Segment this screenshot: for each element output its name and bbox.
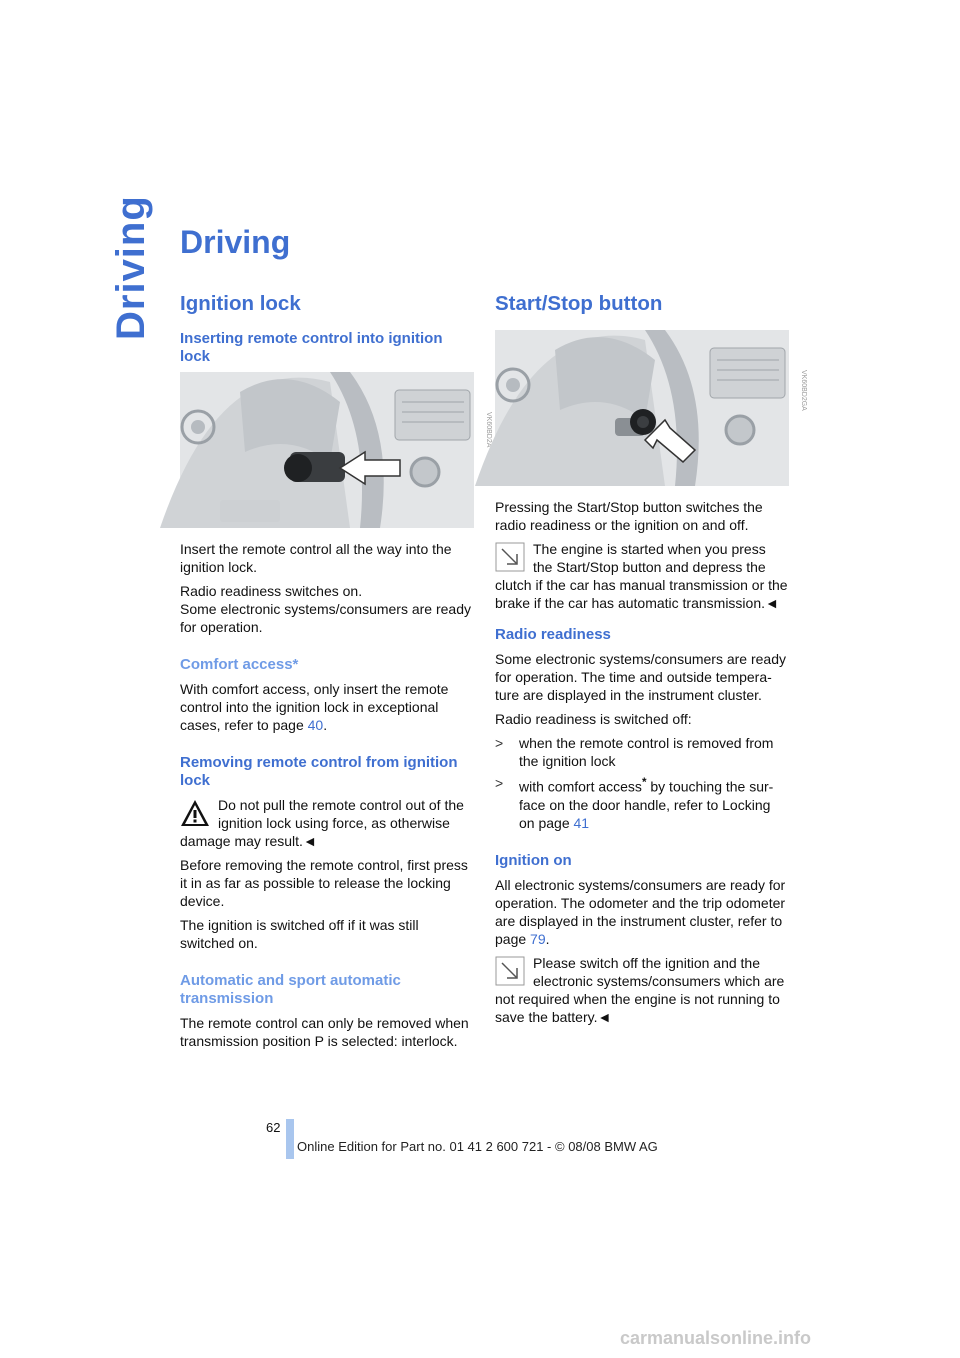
end-mark: ◄ [597,1008,612,1025]
radio-readiness-text: Radio readiness switches on. Some electronic systems/consumers are ready for operation. [180,583,471,635]
end-mark: ◄ [765,595,779,611]
heading-radio-readiness: Radio readiness [495,626,611,643]
remove-instruction: Before removing the remote control, first press it in as far as possible to release the locking device. [180,857,468,909]
figure-code: VK60BD2GA [800,370,807,411]
list-item: > with comfort access* by touching the sur-face on the door handle, refer to Locking on page 41 [495,775,774,831]
ignition-lock-illustration [180,372,474,528]
interlock-text: The remote control can only be removed when transmission position P is selected: interlock. [180,1015,469,1049]
heading-automatic-transmission: Automatic and sport automatic transmission [180,972,401,1007]
warning-triangle-icon [180,798,210,828]
ignition-on-text: All electronic systems/consumers are ready for operation. The odometer and the trip odometer are displayed in the instrument cluster, refer to page 79. [495,876,786,947]
radio-off-list [495,734,789,832]
note-arrow-icon [495,542,525,572]
ignition-off-text: The ignition is switched off if it was still switched on. [180,917,419,951]
heading-comfort-access: Comfort access* [180,656,299,673]
footer-bar [286,1119,294,1159]
info-note-battery: Please switch off the ignition and the electronic systems/consumers which are not required when the engine is not running to save the battery.◄ [495,954,785,1025]
page-title: Driving [180,224,291,260]
info-note-engine-start: The engine is started when you press the Start/Stop button and depress the clutch if the car has manual transmission or the brake if the car has automatic transmission.◄ [495,541,788,611]
heading-inserting-remote: Inserting remote control into ignition lock [180,330,443,365]
end-mark: ◄ [302,833,317,849]
side-tab-chapter: Driving [109,195,153,340]
comfort-access-text: With comfort access, only insert the remote control into the ignition lock in exceptional cases, refer to page 40. [180,681,449,733]
page-link-79[interactable]: 79 [530,930,546,947]
radio-off-intro: Radio readiness is switched off: [495,711,692,727]
note-arrow-icon [495,956,525,986]
watermark: carmanualsonline.info [620,1328,812,1348]
page-number: 62 [266,1120,281,1135]
right-column [495,292,807,1026]
list-item: > when the remote control is removed from the ignition lock [495,735,774,769]
warning-note: Do not pull the remote control out of the ignition lock using force, as otherwise damage may result.◄ [180,797,464,849]
ignition-lock-figure [180,372,492,528]
figure-code: VK60BD2A [485,412,492,448]
start-stop-figure [495,330,807,486]
insert-instruction: Insert the remote control all the way into the ignition lock. [180,541,452,575]
start-stop-illustration [495,330,789,486]
heading-ignition-on: Ignition on [495,851,572,869]
edition-footer: Online Edition for Part no. 01 41 2 600 721 - © 08/08 BMW AG [297,1139,658,1154]
heading-ignition-lock: Ignition lock [180,292,301,315]
heading-removing-remote: Removing remote control from ignition lock [180,754,458,789]
page-link-40[interactable]: 40 [307,717,324,733]
page-link-41[interactable]: 41 [573,814,590,831]
radio-readiness-description: Some electronic systems/consumers are ready for operation. The time and outside tempera-ture are displayed in the instrument cluster. [495,651,786,703]
left-column [180,292,492,1056]
start-stop-text: Pressing the Start/Stop button switches the radio readiness or the ignition on and off. [495,499,763,533]
heading-start-stop-button: Start/Stop button [495,292,663,315]
